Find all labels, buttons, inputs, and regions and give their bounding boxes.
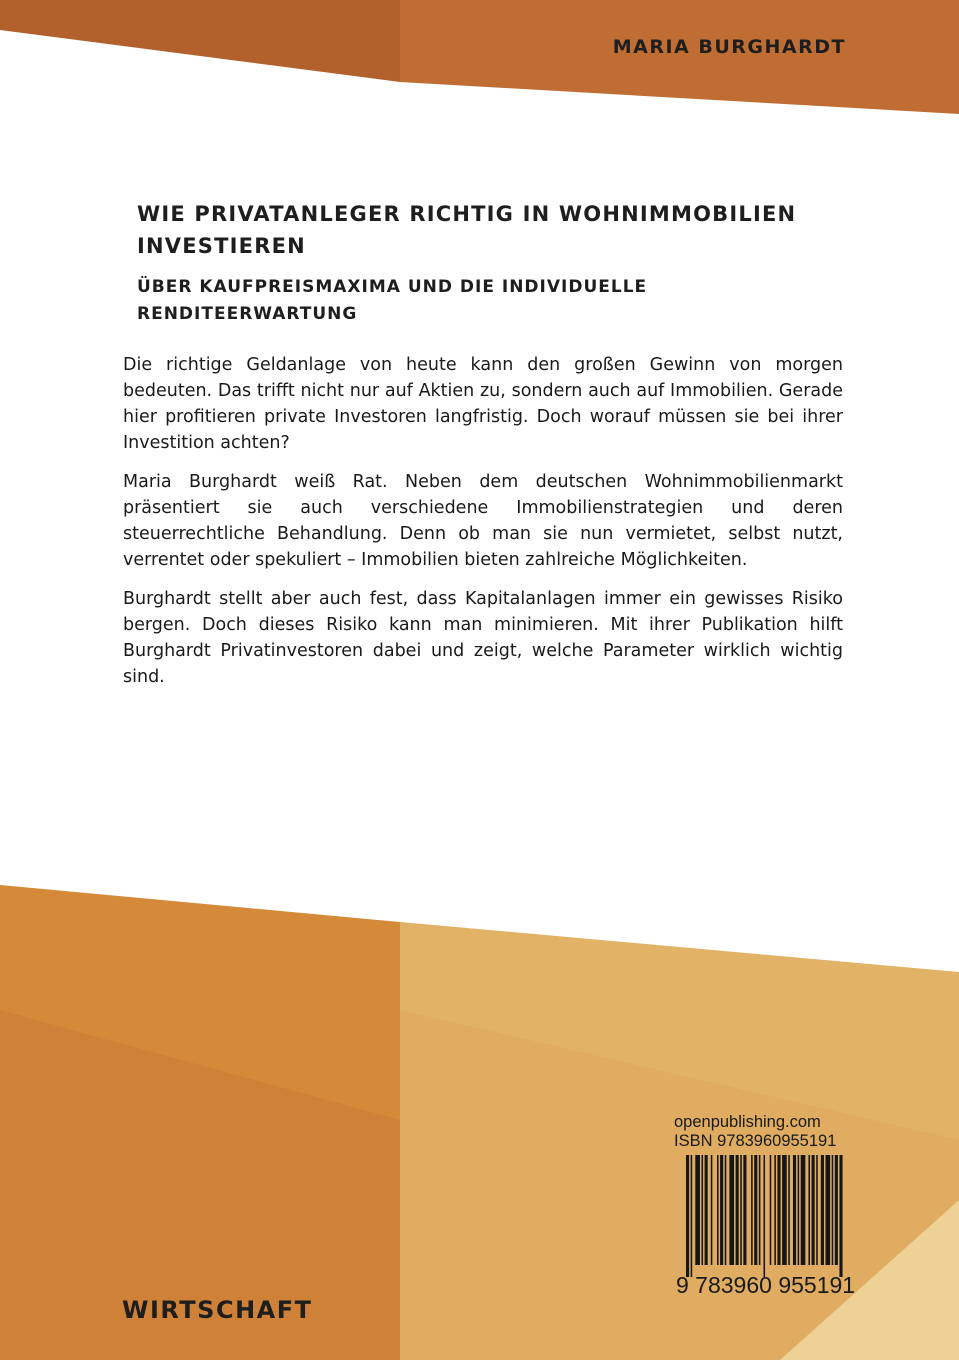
barcode-bar bbox=[711, 1155, 713, 1265]
blurb-paragraph: Burghardt stellt aber auch fest, dass Kapitalanlagen immer ein gewisses Risiko bergen. Doch dieses Risiko kann man minimieren. Mit ihrer Publikation hilft Burghardt Privatinvestoren dabei und zeigt, welche Parameter wirklich wichtig sind. bbox=[123, 589, 843, 687]
barcode-bar bbox=[801, 1155, 806, 1265]
publisher-url: openpublishing.com bbox=[674, 1113, 821, 1131]
barcode-bar bbox=[770, 1155, 772, 1265]
barcode-bar bbox=[754, 1155, 757, 1265]
barcode-bar bbox=[751, 1155, 753, 1265]
barcode-bar bbox=[812, 1155, 815, 1265]
barcode-bar bbox=[691, 1155, 693, 1277]
blurb-paragraph: Maria Burghardt weiß Rat. Neben dem deutschen Wohnimmobilienmarkt präsentiert sie auch verschiedene Immobilienstrategien und deren steuerrechtliche Behandlung. Denn ob man sie nun vermietet, selbst nutzt, verrentet oder spekuliert – Immobilien bieten zahlreiche Möglichkeiten. bbox=[123, 472, 843, 570]
barcode-bar bbox=[729, 1155, 734, 1265]
barcode-bar bbox=[821, 1155, 824, 1265]
barcode-bar bbox=[798, 1155, 800, 1265]
barcode-bar bbox=[835, 1155, 838, 1265]
barcode-bar bbox=[702, 1155, 704, 1265]
barcode-bar bbox=[764, 1155, 766, 1277]
top-band-left bbox=[0, 0, 400, 82]
barcode-bar bbox=[740, 1155, 742, 1265]
barcode-bar bbox=[839, 1155, 842, 1277]
barcode-bar bbox=[788, 1155, 790, 1265]
book-subtitle: ÜBER KAUFPREISMAXIMA UND DIE INDIVIDUELLE RENDITEERWARTUNG bbox=[137, 277, 648, 324]
barcode-bar bbox=[816, 1155, 818, 1265]
barcode-bar bbox=[808, 1155, 810, 1265]
book-title: WIE PRIVATANLEGER RICHTIG IN WOHNIMMOBILIEN INVESTIEREN bbox=[137, 202, 797, 258]
barcode-bar bbox=[832, 1155, 834, 1265]
barcode-bar bbox=[736, 1155, 739, 1265]
barcode-bar bbox=[717, 1155, 719, 1265]
barcode-bar bbox=[759, 1155, 761, 1265]
barcode-bar bbox=[686, 1155, 689, 1277]
barcode-bar bbox=[743, 1155, 746, 1265]
barcode-bar bbox=[720, 1155, 723, 1265]
category-label: WIRTSCHAFT bbox=[122, 1296, 313, 1324]
barcode-bar bbox=[782, 1155, 787, 1265]
barcode-bar bbox=[826, 1155, 831, 1265]
barcode-bars bbox=[686, 1155, 843, 1277]
isbn-barcode bbox=[674, 1155, 896, 1300]
barcode-bar bbox=[695, 1155, 700, 1265]
barcode-bar bbox=[725, 1155, 727, 1265]
author-name: MARIA BURGHARDT bbox=[612, 36, 846, 58]
blurb bbox=[123, 352, 843, 703]
barcode-bar bbox=[777, 1155, 780, 1265]
blurb-paragraph: Die richtige Geldanlage von heute kann den großen Gewinn von morgen bedeuten. Das trifft nicht nur auf Aktien zu, sondern auch auf Immobilien. Gerade hier profitieren private Investoren langfristig. Doch worauf müssen sie bei ihrer Investition achten? bbox=[123, 355, 843, 453]
isbn-text: ISBN 9783960955191 bbox=[674, 1132, 837, 1150]
barcode-bar bbox=[705, 1155, 708, 1265]
barcode-bar bbox=[793, 1155, 796, 1265]
barcode-bar bbox=[774, 1155, 776, 1265]
barcode-digits: 9 783960 955191 bbox=[676, 1272, 856, 1298]
